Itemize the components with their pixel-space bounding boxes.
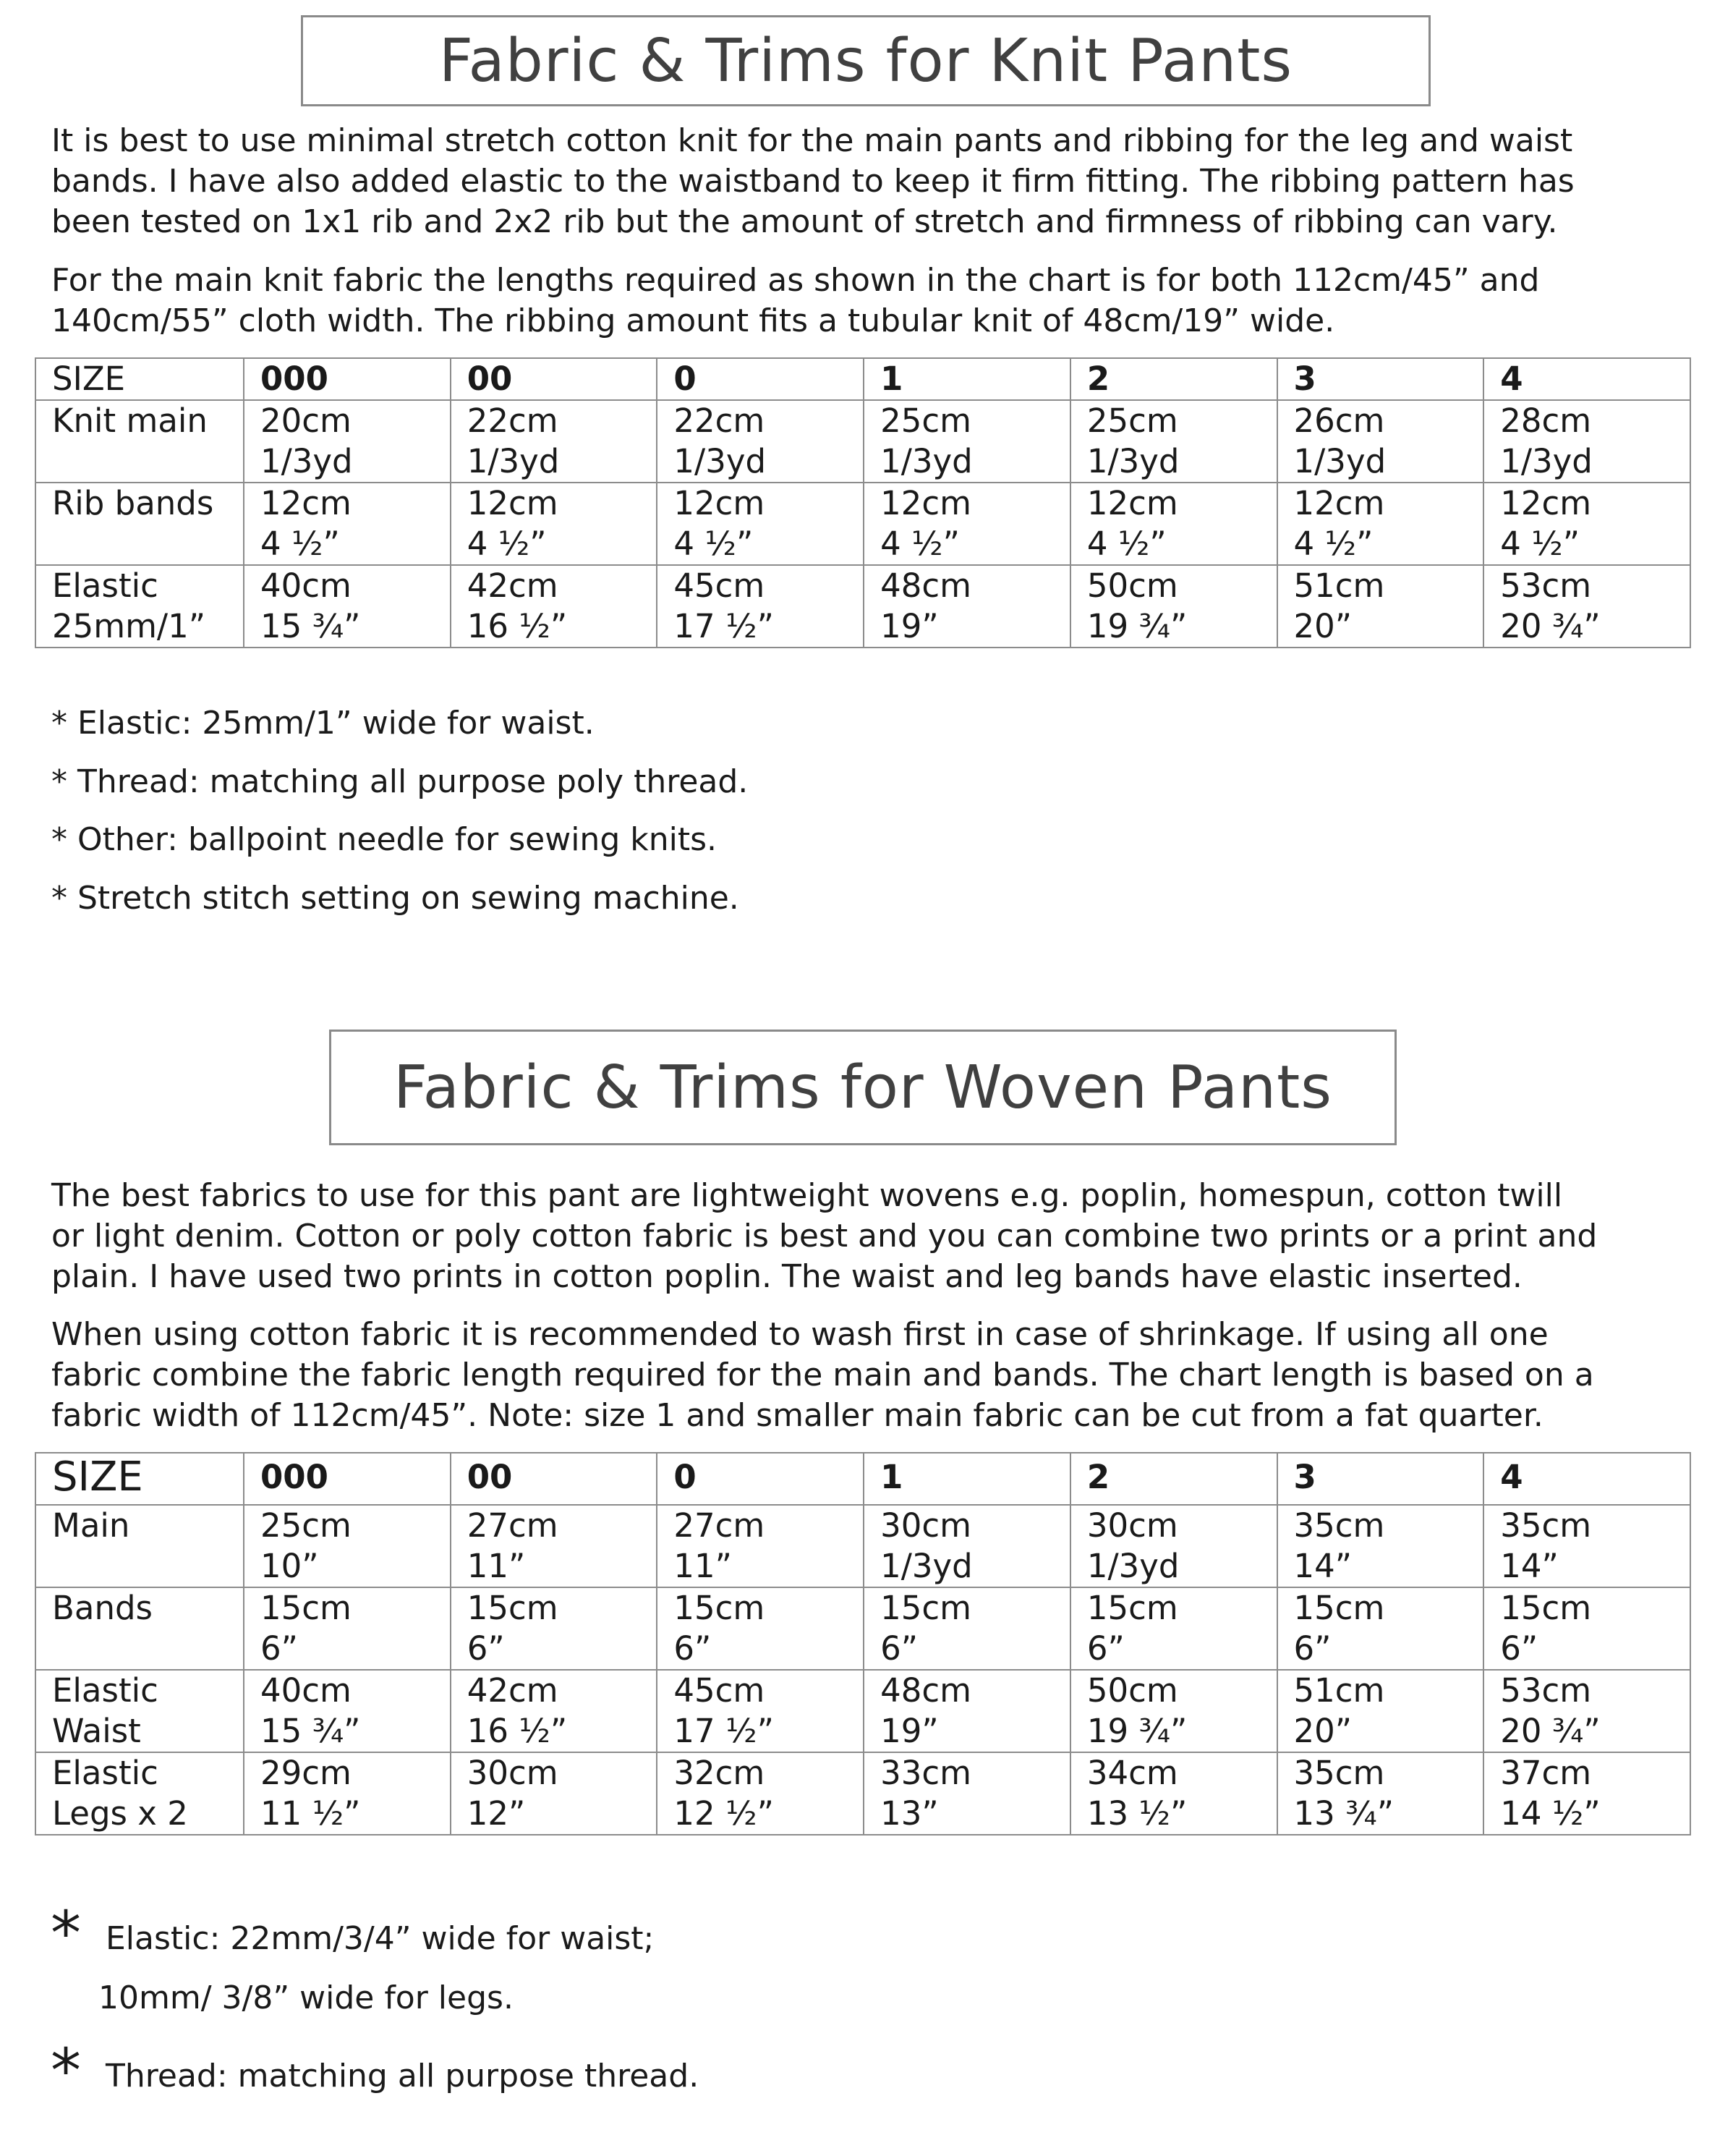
table-cell: 15cm 6” bbox=[1277, 1587, 1484, 1670]
woven-intro-paragraph bbox=[51, 1176, 1700, 1297]
table-cell: 50cm 19 ¾” bbox=[1070, 1670, 1277, 1752]
table-cell: 35cm 14” bbox=[1277, 1505, 1484, 1587]
table-cell: 34cm 13 ½” bbox=[1070, 1752, 1277, 1835]
row-label-cell: Elastic Legs x 2 bbox=[35, 1752, 244, 1835]
table-cell: 30cm 1/3yd bbox=[864, 1505, 1070, 1587]
row-label-cell: Knit main bbox=[35, 400, 244, 483]
table-cell: 33cm 13” bbox=[864, 1752, 1070, 1835]
table-cell: 22cm 1/3yd bbox=[657, 400, 864, 483]
table-cell: 48cm 19” bbox=[864, 565, 1070, 648]
table-cell: 15cm 6” bbox=[1483, 1587, 1690, 1670]
knit-width-paragraph bbox=[51, 260, 1700, 341]
text-line: 140cm/55” cloth width. The ribbing amount fits a tubular knit of 48cm/19” wide. bbox=[51, 302, 1335, 339]
table-cell: 51cm 20” bbox=[1277, 1670, 1484, 1752]
table-cell: 15cm 6” bbox=[451, 1587, 657, 1670]
table-cell: 15cm 6” bbox=[1070, 1587, 1277, 1670]
asterisk-bullet: * bbox=[51, 2035, 81, 2106]
header-cell: 000 bbox=[244, 1453, 451, 1505]
row-label-cell: Bands bbox=[35, 1587, 244, 1670]
knit-note-thread: * Thread: matching all purpose poly thread. bbox=[51, 763, 749, 800]
header-cell: 2 bbox=[1070, 1453, 1277, 1505]
table-header-row bbox=[35, 358, 1690, 400]
table-cell: 12cm 4 ½” bbox=[1483, 483, 1690, 565]
table-cell: 26cm 1/3yd bbox=[1277, 400, 1484, 483]
header-cell: 4 bbox=[1483, 358, 1690, 400]
woven-wash-paragraph bbox=[51, 1315, 1700, 1436]
table-cell: 53cm 20 ¾” bbox=[1483, 1670, 1690, 1752]
table-cell: 50cm 19 ¾” bbox=[1070, 565, 1277, 648]
table-cell: 48cm 19” bbox=[864, 1670, 1070, 1752]
text-line: It is best to use minimal stretch cotton knit for the main pants and ribbing for the leg and waist bbox=[51, 122, 1573, 159]
table-cell: 28cm 1/3yd bbox=[1483, 400, 1690, 483]
table-cell: 53cm 20 ¾” bbox=[1483, 565, 1690, 648]
table-cell: 15cm 6” bbox=[244, 1587, 451, 1670]
table-cell: 12cm 4 ½” bbox=[451, 483, 657, 565]
table-row bbox=[35, 400, 1690, 483]
header-cell: 0 bbox=[657, 1453, 864, 1505]
table-cell: 30cm 1/3yd bbox=[1070, 1505, 1277, 1587]
woven-note-thread: Thread: matching all purpose thread. bbox=[106, 2058, 699, 2095]
row-label-cell: Elastic Waist bbox=[35, 1670, 244, 1752]
knit-intro-paragraph bbox=[51, 121, 1700, 242]
header-cell: 3 bbox=[1277, 358, 1484, 400]
table-cell: 30cm 12” bbox=[451, 1752, 657, 1835]
table-cell: 42cm 16 ½” bbox=[451, 1670, 657, 1752]
table-cell: 40cm 15 ¾” bbox=[244, 565, 451, 648]
woven-section-title: Fabric & Trims for Woven Pants bbox=[329, 1030, 1397, 1145]
text-line: or light denim. Cotton or poly cotton fabric is best and you can combine two prints or a print and bbox=[51, 1218, 1598, 1255]
header-cell: 2 bbox=[1070, 358, 1277, 400]
header-cell: 0 bbox=[657, 358, 864, 400]
text-line: For the main knit fabric the lengths required as shown in the chart is for both 112cm/45” and bbox=[51, 262, 1540, 299]
table-cell: 15cm 6” bbox=[657, 1587, 864, 1670]
table-cell: 35cm 14” bbox=[1483, 1505, 1690, 1587]
text-line: When using cotton fabric it is recommended to wash first in case of shrinkage. If using all one bbox=[51, 1316, 1549, 1353]
table-cell: 40cm 15 ¾” bbox=[244, 1670, 451, 1752]
table-cell: 15cm 6” bbox=[864, 1587, 1070, 1670]
table-row bbox=[35, 1505, 1690, 1587]
table-cell: 12cm 4 ½” bbox=[1277, 483, 1484, 565]
woven-size-table bbox=[35, 1452, 1691, 1835]
row-label-cell: Rib bands bbox=[35, 483, 244, 565]
header-cell: 4 bbox=[1483, 1453, 1690, 1505]
knit-section-title: Fabric & Trims for Knit Pants bbox=[301, 15, 1431, 106]
table-row bbox=[35, 483, 1690, 565]
table-cell: 45cm 17 ½” bbox=[657, 1670, 864, 1752]
table-cell: 42cm 16 ½” bbox=[451, 565, 657, 648]
text-line: plain. I have used two prints in cotton poplin. The waist and leg bands have elastic inserted. bbox=[51, 1258, 1523, 1295]
table-cell: 37cm 14 ½” bbox=[1483, 1752, 1690, 1835]
table-cell: 32cm 12 ½” bbox=[657, 1752, 864, 1835]
woven-note-elastic: Elastic: 22mm/3/4” wide for waist; bbox=[106, 1920, 655, 1957]
table-header-row bbox=[35, 1453, 1690, 1505]
table-row bbox=[35, 1752, 1690, 1835]
table-row bbox=[35, 565, 1690, 648]
header-cell: 000 bbox=[244, 358, 451, 400]
table-cell: 22cm 1/3yd bbox=[451, 400, 657, 483]
row-label-cell: Elastic 25mm/1” bbox=[35, 565, 244, 648]
text-line: fabric combine the fabric length required for the main and bands. The chart length is based on a bbox=[51, 1357, 1594, 1393]
table-cell: 51cm 20” bbox=[1277, 565, 1484, 648]
woven-note-elastic-legs: 10mm/ 3/8” wide for legs. bbox=[98, 1979, 514, 2016]
table-cell: 29cm 11 ½” bbox=[244, 1752, 451, 1835]
table-cell: 12cm 4 ½” bbox=[1070, 483, 1277, 565]
knit-note-needle: * Other: ballpoint needle for sewing knits. bbox=[51, 821, 717, 858]
text-line: The best fabrics to use for this pant are lightweight wovens e.g. poplin, homespun, cotton twill bbox=[51, 1177, 1563, 1214]
header-cell: 3 bbox=[1277, 1453, 1484, 1505]
table-cell: 20cm 1/3yd bbox=[244, 400, 451, 483]
knit-note-elastic: * Elastic: 25mm/1” wide for waist. bbox=[51, 705, 595, 742]
header-cell: 1 bbox=[864, 1453, 1070, 1505]
knit-size-table bbox=[35, 357, 1691, 648]
header-cell: SIZE bbox=[35, 358, 244, 400]
knit-note-stitch: * Stretch stitch setting on sewing machine. bbox=[51, 880, 739, 917]
table-cell: 12cm 4 ½” bbox=[657, 483, 864, 565]
table-cell: 12cm 4 ½” bbox=[244, 483, 451, 565]
table-cell: 27cm 11” bbox=[657, 1505, 864, 1587]
header-cell: SIZE bbox=[35, 1453, 244, 1505]
asterisk-bullet: * bbox=[51, 1898, 81, 1969]
table-cell: 35cm 13 ¾” bbox=[1277, 1752, 1484, 1835]
header-cell: 1 bbox=[864, 358, 1070, 400]
table-row bbox=[35, 1670, 1690, 1752]
header-cell: 00 bbox=[451, 358, 657, 400]
table-cell: 45cm 17 ½” bbox=[657, 565, 864, 648]
table-row bbox=[35, 1587, 1690, 1670]
table-cell: 25cm 10” bbox=[244, 1505, 451, 1587]
text-line: bands. I have also added elastic to the waistband to keep it firm fitting. The ribbing pattern has bbox=[51, 163, 1575, 200]
text-line: been tested on 1x1 rib and 2x2 rib but the amount of stretch and firmness of ribbing can vary. bbox=[51, 203, 1558, 240]
text-line: fabric width of 112cm/45”. Note: size 1 and smaller main fabric can be cut from a fat quarter. bbox=[51, 1397, 1543, 1434]
table-cell: 12cm 4 ½” bbox=[864, 483, 1070, 565]
table-cell: 25cm 1/3yd bbox=[1070, 400, 1277, 483]
table-cell: 25cm 1/3yd bbox=[864, 400, 1070, 483]
row-label-cell: Main bbox=[35, 1505, 244, 1587]
table-cell: 27cm 11” bbox=[451, 1505, 657, 1587]
header-cell: 00 bbox=[451, 1453, 657, 1505]
